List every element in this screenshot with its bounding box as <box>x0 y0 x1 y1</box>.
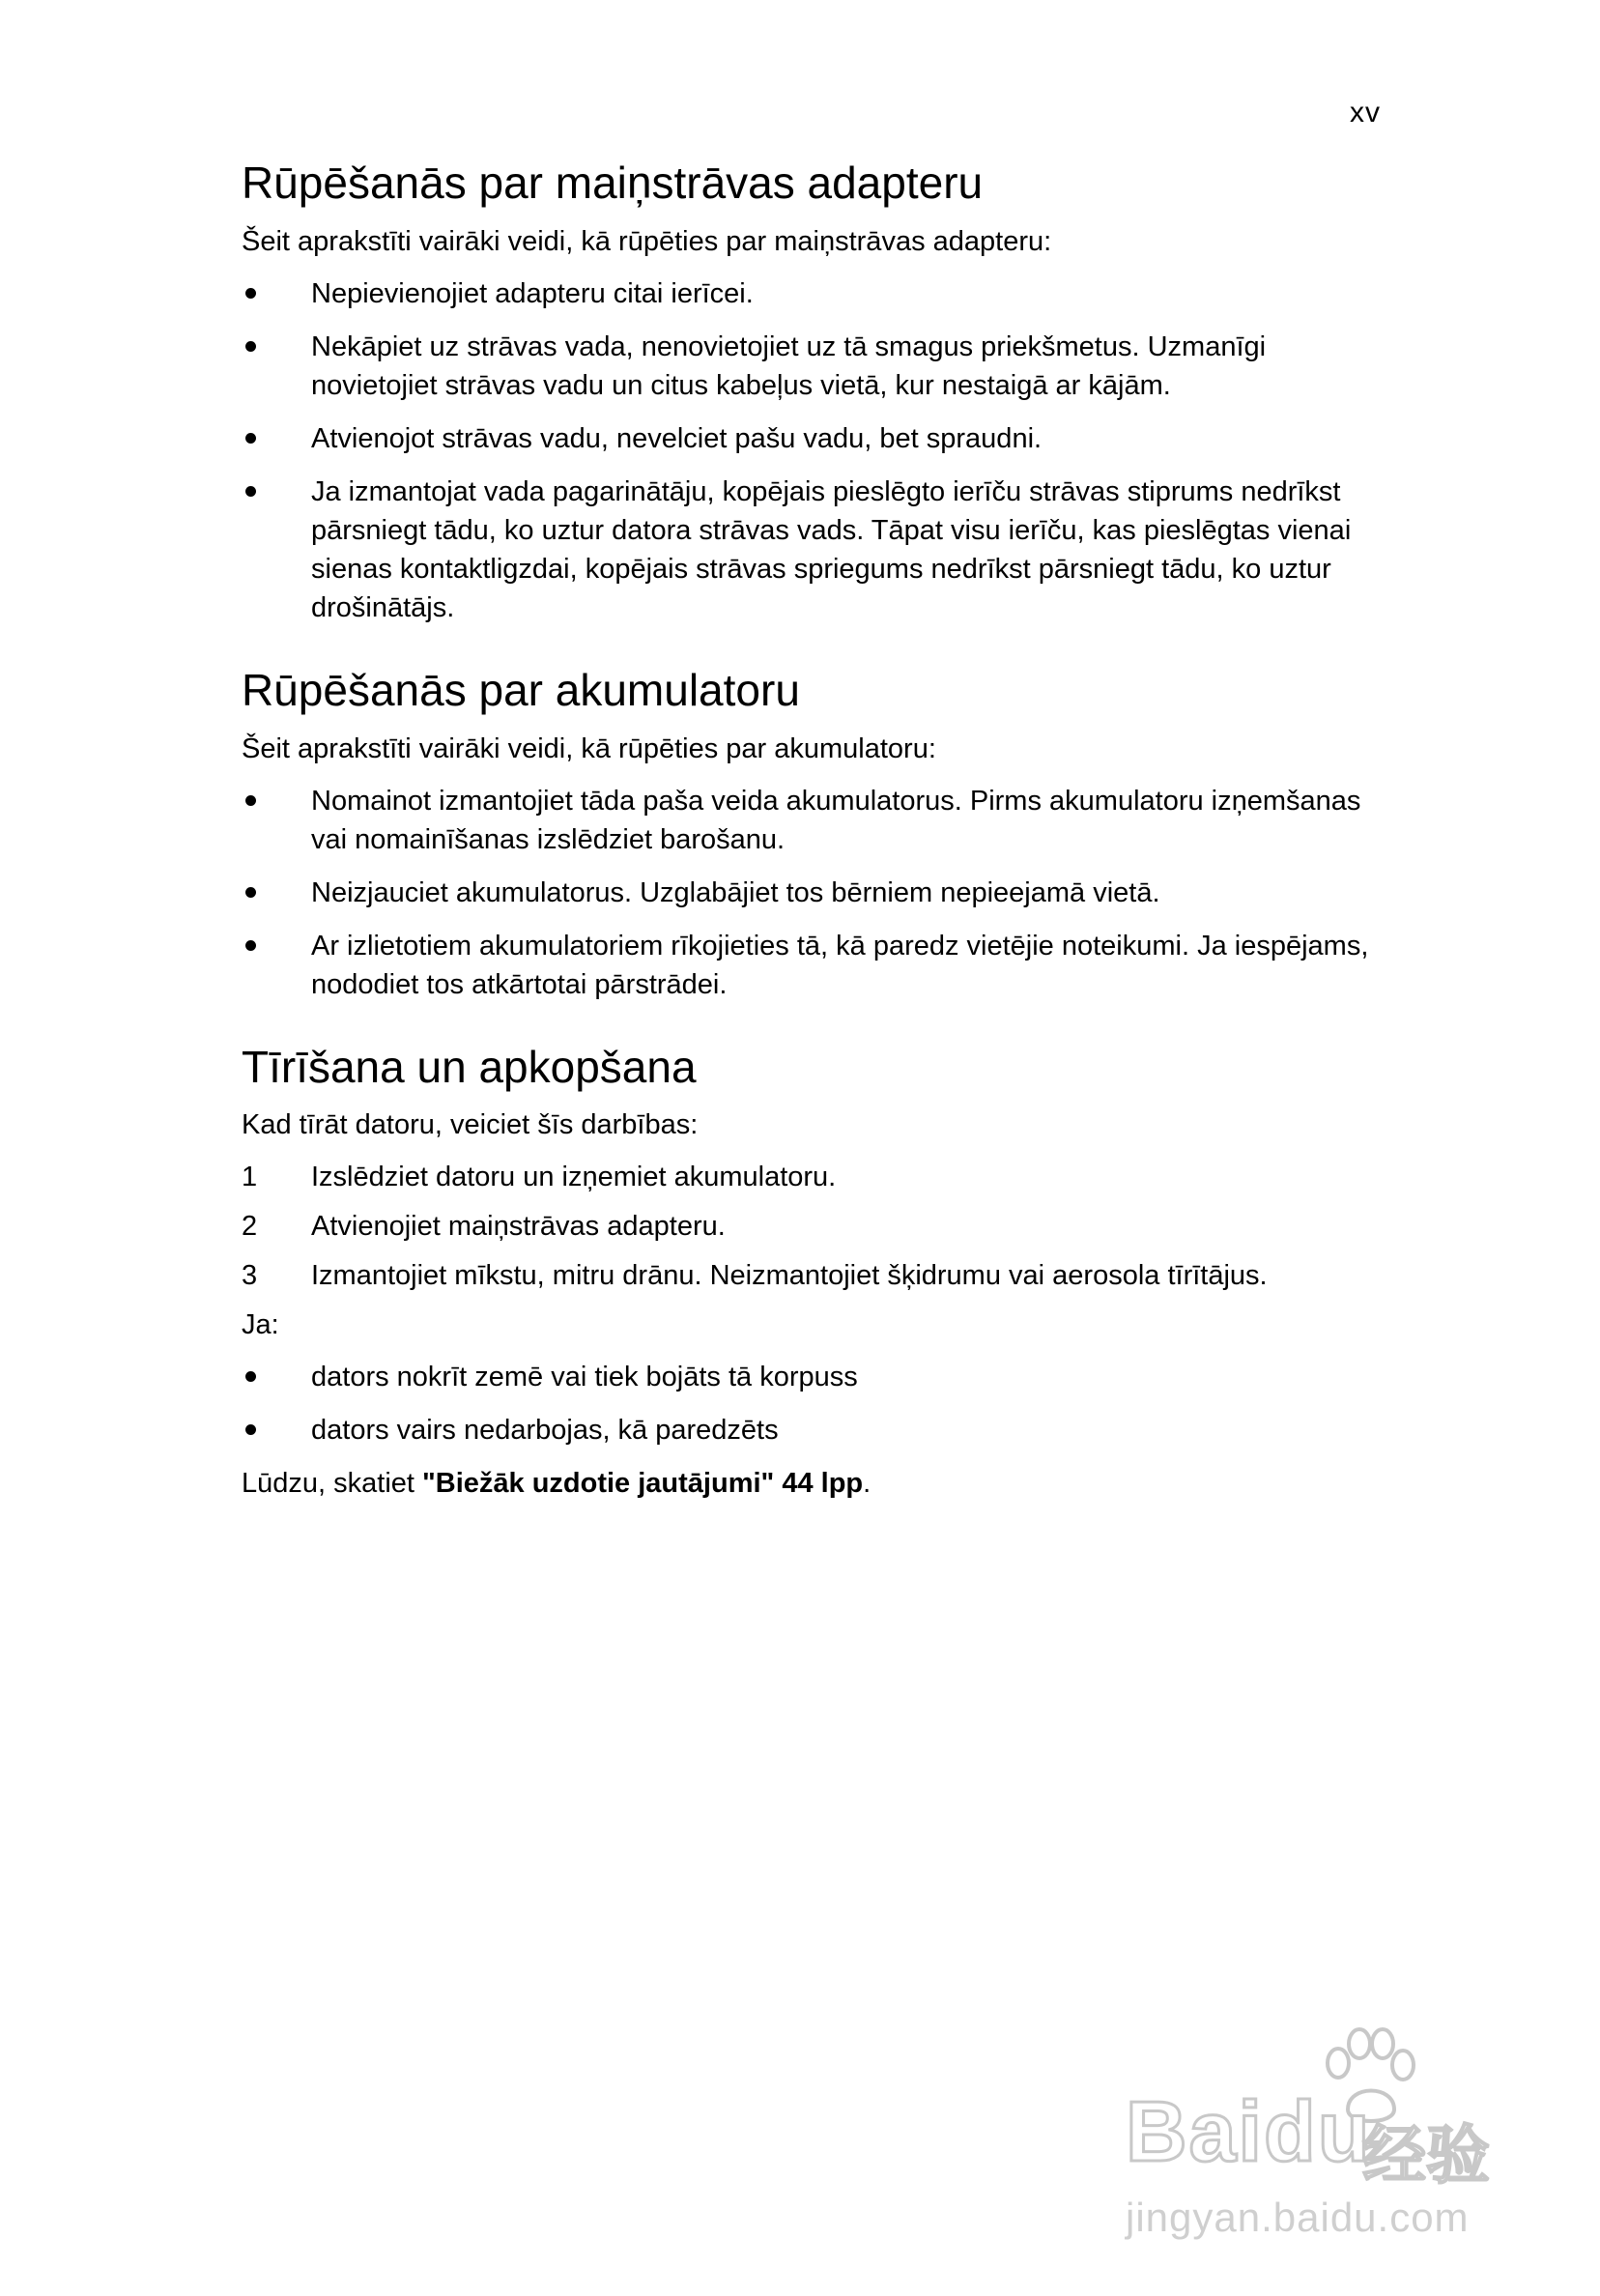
bullet-icon <box>245 1371 256 1382</box>
section-title: Rūpēšanās par akumulatoru <box>242 664 800 715</box>
list-item-text: Izslēdziet datoru un izņemiet akumulatoru. <box>311 1162 837 1193</box>
watermark-logo: Baidu <box>1126 2083 1372 2179</box>
baidu-watermark <box>1126 2024 1502 2247</box>
list-item-text: Nekāpiet uz strāvas vada, nenovietojiet uz tā smagus priekšmetus. Uzmanīgi novietojiet strāvas vadu un citus kabeļus vietā, kur nestaigā ar kājām. <box>311 330 1267 401</box>
section-intro: Šeit aprakstīti vairāki veidi, kā rūpēties par maiņstrāvas adapteru: <box>242 225 1052 257</box>
section-ac-adapter <box>242 155 1382 627</box>
list-item <box>242 927 1382 1004</box>
bullet-icon <box>245 887 256 898</box>
bullet-icon <box>245 341 256 352</box>
list-item <box>242 274 1382 313</box>
list-item <box>242 328 1382 405</box>
section-title: Tīrīšana un apkopšana <box>242 1041 697 1092</box>
list-item-text: Nomainot izmantojiet tāda paša veida akumulatorus. Pirms akumulatoru izņemšanas vai nomainīšanas izslēdziet barošanu. <box>311 785 1361 855</box>
note-prefix: Lūdzu, skatiet <box>242 1468 422 1500</box>
list-item <box>242 874 1382 912</box>
list-item <box>242 1411 1382 1449</box>
numbered-list <box>242 1158 1382 1295</box>
list-item-text: Neizjauciet akumulatorus. Uzglabājiet tos bērniem nepieejamā vietā. <box>311 876 1160 908</box>
page-number: xv <box>1350 97 1381 129</box>
section-battery <box>242 662 1382 1004</box>
section-cleaning <box>242 1039 1382 1504</box>
step-number: 3 <box>242 1260 258 1292</box>
list-item <box>242 473 1382 627</box>
list-item-text: Atvienojiet maiņstrāvas adapteru. <box>311 1211 726 1243</box>
list-item-text: Ar izlietotiem akumulatoriem rīkojieties tā, kā paredz vietējie noteikumi. Ja iespējams, nododiet tos atkārtotai pārstrādei. <box>311 930 1369 1000</box>
watermark-cn: 经验 <box>1362 2119 1490 2191</box>
bullet-icon <box>245 433 256 444</box>
list-item <box>242 1358 1382 1396</box>
list-item-text: Ja izmantojat vada pagarinātāju, kopējais pieslēgto ierīču strāvas stiprums nedrīkst pārsniegt tādu, ko uztur datora strāvas vads. Tāpat visu ierīču, kas pieslēgtas vienai sienas kontaktligzdai, kopējais strāvas spriegums nedrīkst pārsniegt tādu, ko uztur drošinātājs. <box>311 475 1352 623</box>
bullet-list <box>242 1358 1382 1449</box>
list-item <box>242 1256 1382 1295</box>
watermark-url: jingyan.baidu.com <box>1126 2195 1470 2240</box>
faq-reference-link[interactable]: "Biežāk uzdotie jautājumi" 44 lpp <box>422 1468 864 1500</box>
condition-label: Ja: <box>242 1309 279 1341</box>
bullet-icon <box>245 1424 256 1435</box>
list-item <box>242 1158 1382 1196</box>
step-number: 1 <box>242 1162 258 1193</box>
bullet-icon <box>245 486 256 497</box>
list-item-text: Atvienojot strāvas vadu, nevelciet pašu vadu, bet spraudni. <box>311 422 1043 454</box>
section-intro: Šeit aprakstīti vairāki veidi, kā rūpēties par akumulatoru: <box>242 732 936 764</box>
bullet-icon <box>245 940 256 951</box>
list-item <box>242 419 1382 458</box>
list-item <box>242 782 1382 859</box>
bullet-list <box>242 274 1382 627</box>
reference-note <box>242 1464 1382 1503</box>
document-body <box>242 155 1382 1537</box>
section-intro: Kad tīrāt datoru, veiciet šīs darbības: <box>242 1109 699 1141</box>
list-item-text: dators nokrīt zemē vai tiek bojāts tā korpuss <box>311 1362 858 1393</box>
list-item-text: Izmantojiet mīkstu, mitru drānu. Neizmantojiet šķidrumu vai aerosola tīrītājus. <box>311 1260 1268 1292</box>
note-suffix: . <box>863 1468 871 1500</box>
bullet-icon <box>245 288 256 299</box>
list-item-text: dators vairs nedarbojas, kā paredzēts <box>311 1415 779 1447</box>
list-item <box>242 1207 1382 1246</box>
bullet-list <box>242 782 1382 1004</box>
step-number: 2 <box>242 1211 258 1243</box>
bullet-icon <box>245 795 256 806</box>
section-title: Rūpēšanās par maiņstrāvas adapteru <box>242 158 984 208</box>
list-item-text: Nepievienojiet adapteru citai ierīcei. <box>311 277 754 309</box>
